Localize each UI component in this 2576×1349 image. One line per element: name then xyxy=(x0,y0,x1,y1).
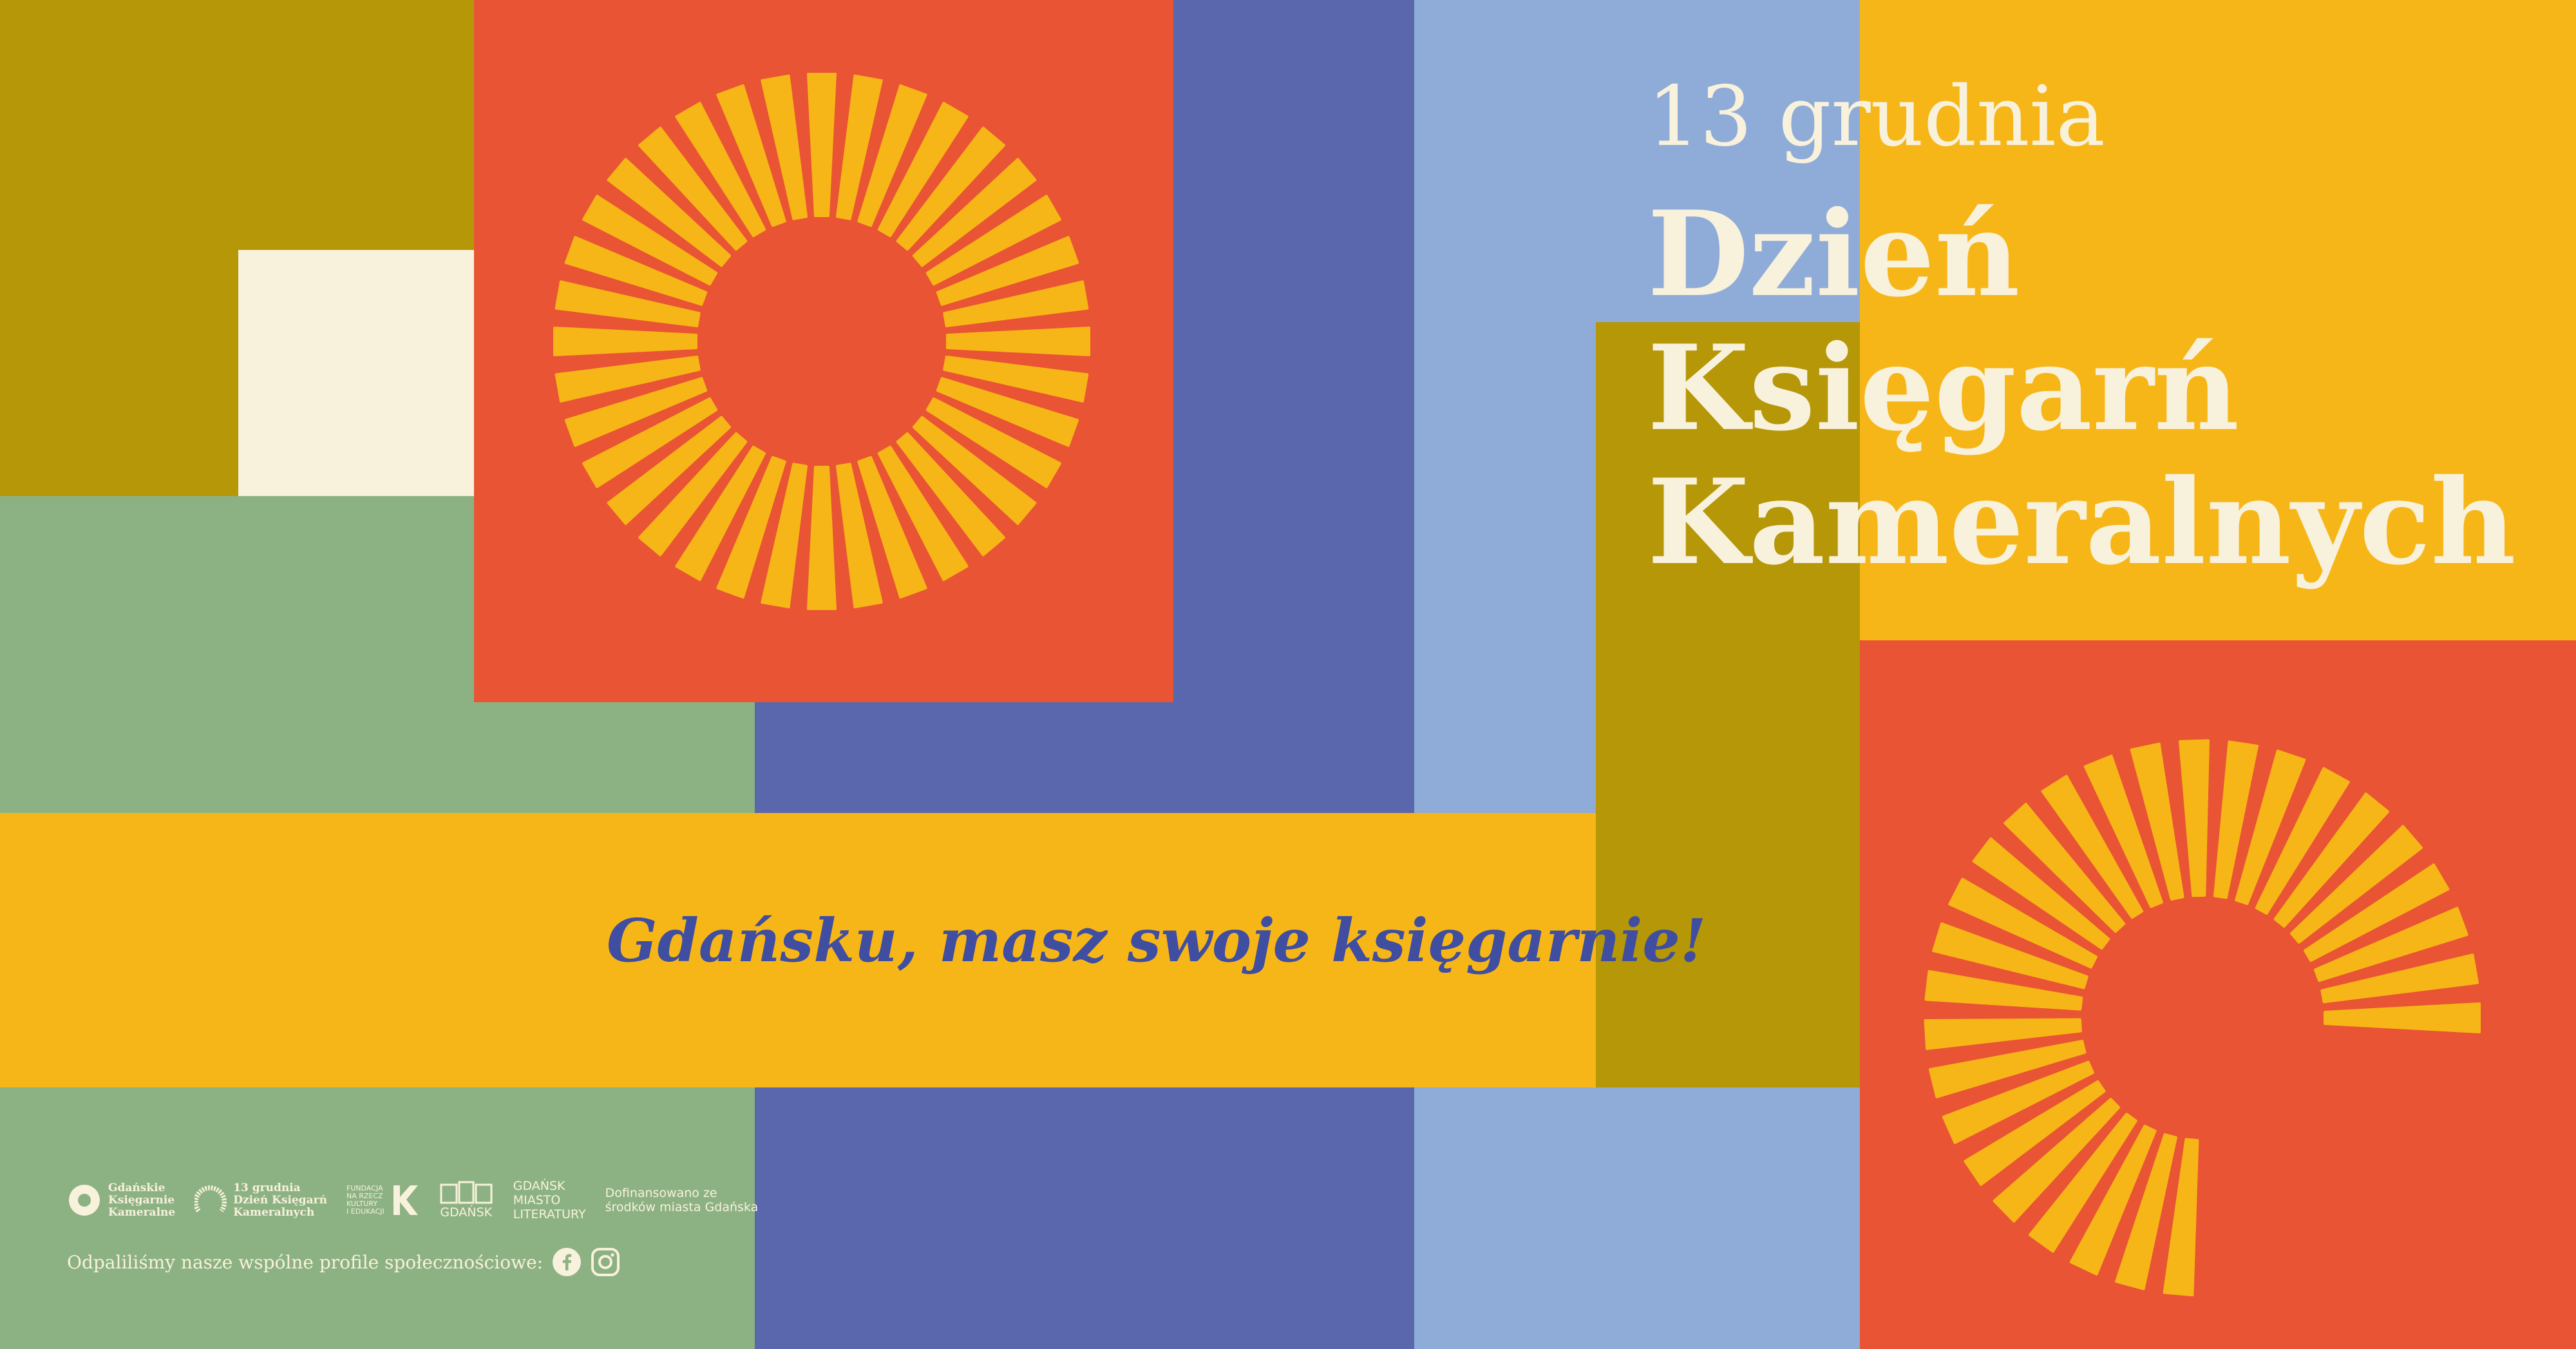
k-letter-icon xyxy=(391,1184,419,1216)
sun-ray xyxy=(808,74,835,216)
city-crest-icon xyxy=(439,1181,494,1204)
logo-gdansk-city xyxy=(439,1181,494,1220)
sun-ray xyxy=(808,467,835,609)
sun-ring-icon xyxy=(538,58,1105,625)
logo-text: GDAŃSK MIASTO LITERATURY xyxy=(513,1179,586,1221)
funding-note-text: Dofinansowano ze środków miasta Gdańska xyxy=(605,1186,759,1214)
partner-logos xyxy=(67,1179,758,1221)
sun-ray xyxy=(2325,1004,2479,1032)
logo-text: GDAŃSK xyxy=(440,1205,493,1220)
social-label: Odpaliliśmy nasze wspólne profile społecznościowe: xyxy=(67,1251,544,1273)
event-date: 13 grudnia xyxy=(1647,69,2105,165)
event-title xyxy=(1647,187,2516,589)
sun-ray xyxy=(947,328,1089,355)
logo-dzien-ksiegarn-kameralnych xyxy=(194,1182,327,1219)
funding-note xyxy=(605,1186,759,1214)
logo-gdanskie-ksiegarnie-kameralne xyxy=(67,1182,175,1219)
flower-ring-icon xyxy=(67,1183,102,1218)
logo-text: 13 grudnia Dzień Księgarń Kameralnych xyxy=(233,1181,327,1219)
sun-ray xyxy=(2180,741,2208,896)
sun-ray xyxy=(1925,1019,2080,1048)
logo-gdansk-miasto-literatury xyxy=(513,1179,586,1221)
social-profiles xyxy=(67,1247,620,1277)
facebook-icon[interactable] xyxy=(552,1247,582,1277)
slogan: Gdańsku, masz swoje księgarnie! xyxy=(607,906,1707,975)
logo-fundacja xyxy=(346,1184,419,1216)
event-title-line-1: Dzień xyxy=(1647,185,2020,323)
logo-text: FUNDACJA NA RZECZ KULTURY I EDUKACJI xyxy=(346,1184,384,1216)
event-title-line-3: Kameralnych xyxy=(1647,453,2516,591)
logo-text: Gdańskie Księgarnie Kameralne xyxy=(108,1181,176,1219)
sun-ray xyxy=(554,328,696,355)
instagram-icon[interactable] xyxy=(591,1247,620,1277)
sun-arc-icon xyxy=(194,1183,227,1218)
block-cream-square xyxy=(238,250,474,496)
event-title-line-2: Księgarń xyxy=(1647,319,2239,457)
sun-arc-icon xyxy=(1880,696,2524,1340)
